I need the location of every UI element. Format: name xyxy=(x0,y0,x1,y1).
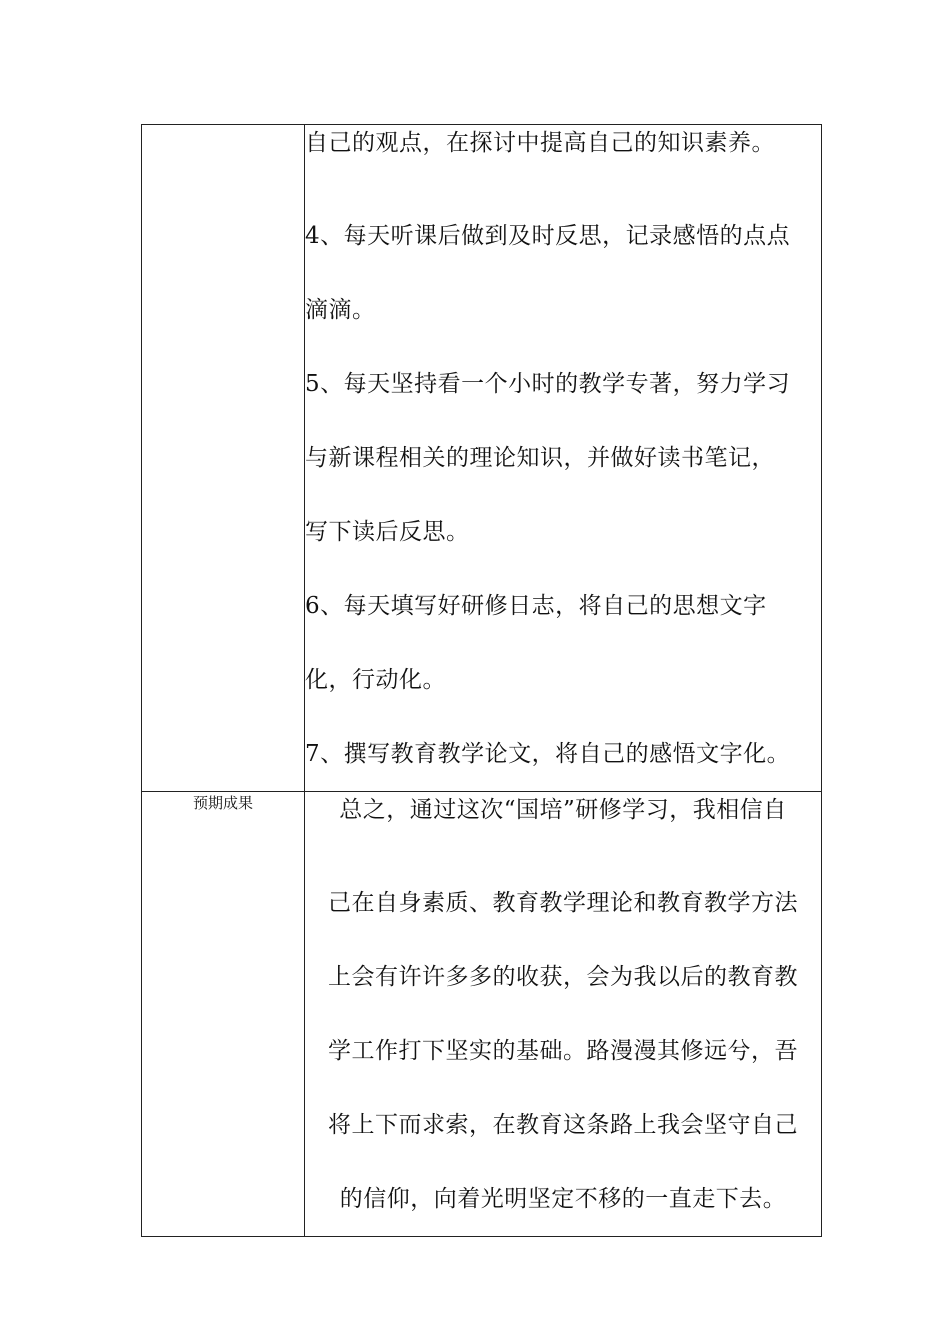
outcome-line: 的信仰，向着光明坚定不移的一直走下去。 xyxy=(339,1186,787,1212)
outcome-line: 上会有许许多多的收获，会为我以后的教育教 xyxy=(328,964,798,990)
plan-line: 滴滴。 xyxy=(305,297,376,323)
plan-line: 4、每天听课后做到及时反思，记录感悟的点点 xyxy=(305,223,791,249)
outcome-row xyxy=(142,792,822,1237)
plan-line: 自己的观点，在探讨中提高自己的知识素养。 xyxy=(305,130,775,156)
outcome-line: 学工作打下坚实的基础。路漫漫其修远兮，吾 xyxy=(328,1038,798,1064)
outcome-line: 将上下而求索，在教育这条路上我会坚守自己 xyxy=(328,1112,798,1138)
plan-line: 5、每天坚持看一个小时的教学专著，努力学习 xyxy=(305,371,791,397)
plan-line: 7、撰写教育教学论文，将自己的感悟文字化。 xyxy=(305,741,791,767)
plan-line: 6、每天填写好研修日志，将自己的思想文字 xyxy=(305,593,767,619)
plan-line: 写下读后反思。 xyxy=(305,519,470,545)
plan-line: 与新课程相关的理论知识，并做好读书笔记， xyxy=(305,445,775,471)
plan-row xyxy=(142,125,822,792)
plan-table xyxy=(141,124,822,1237)
outcome-content-cell xyxy=(305,792,822,1237)
outcome-label: 预期成果 xyxy=(142,792,305,1237)
plan-content-cell xyxy=(305,125,822,792)
plan-label-cell xyxy=(142,125,305,792)
outcome-line: 己在自身素质、教育教学理论和教育教学方法 xyxy=(328,890,798,916)
outcome-line: 总之，通过这次“国培”研修学习，我相信自 xyxy=(339,797,787,823)
plan-line: 化，行动化。 xyxy=(305,667,446,693)
